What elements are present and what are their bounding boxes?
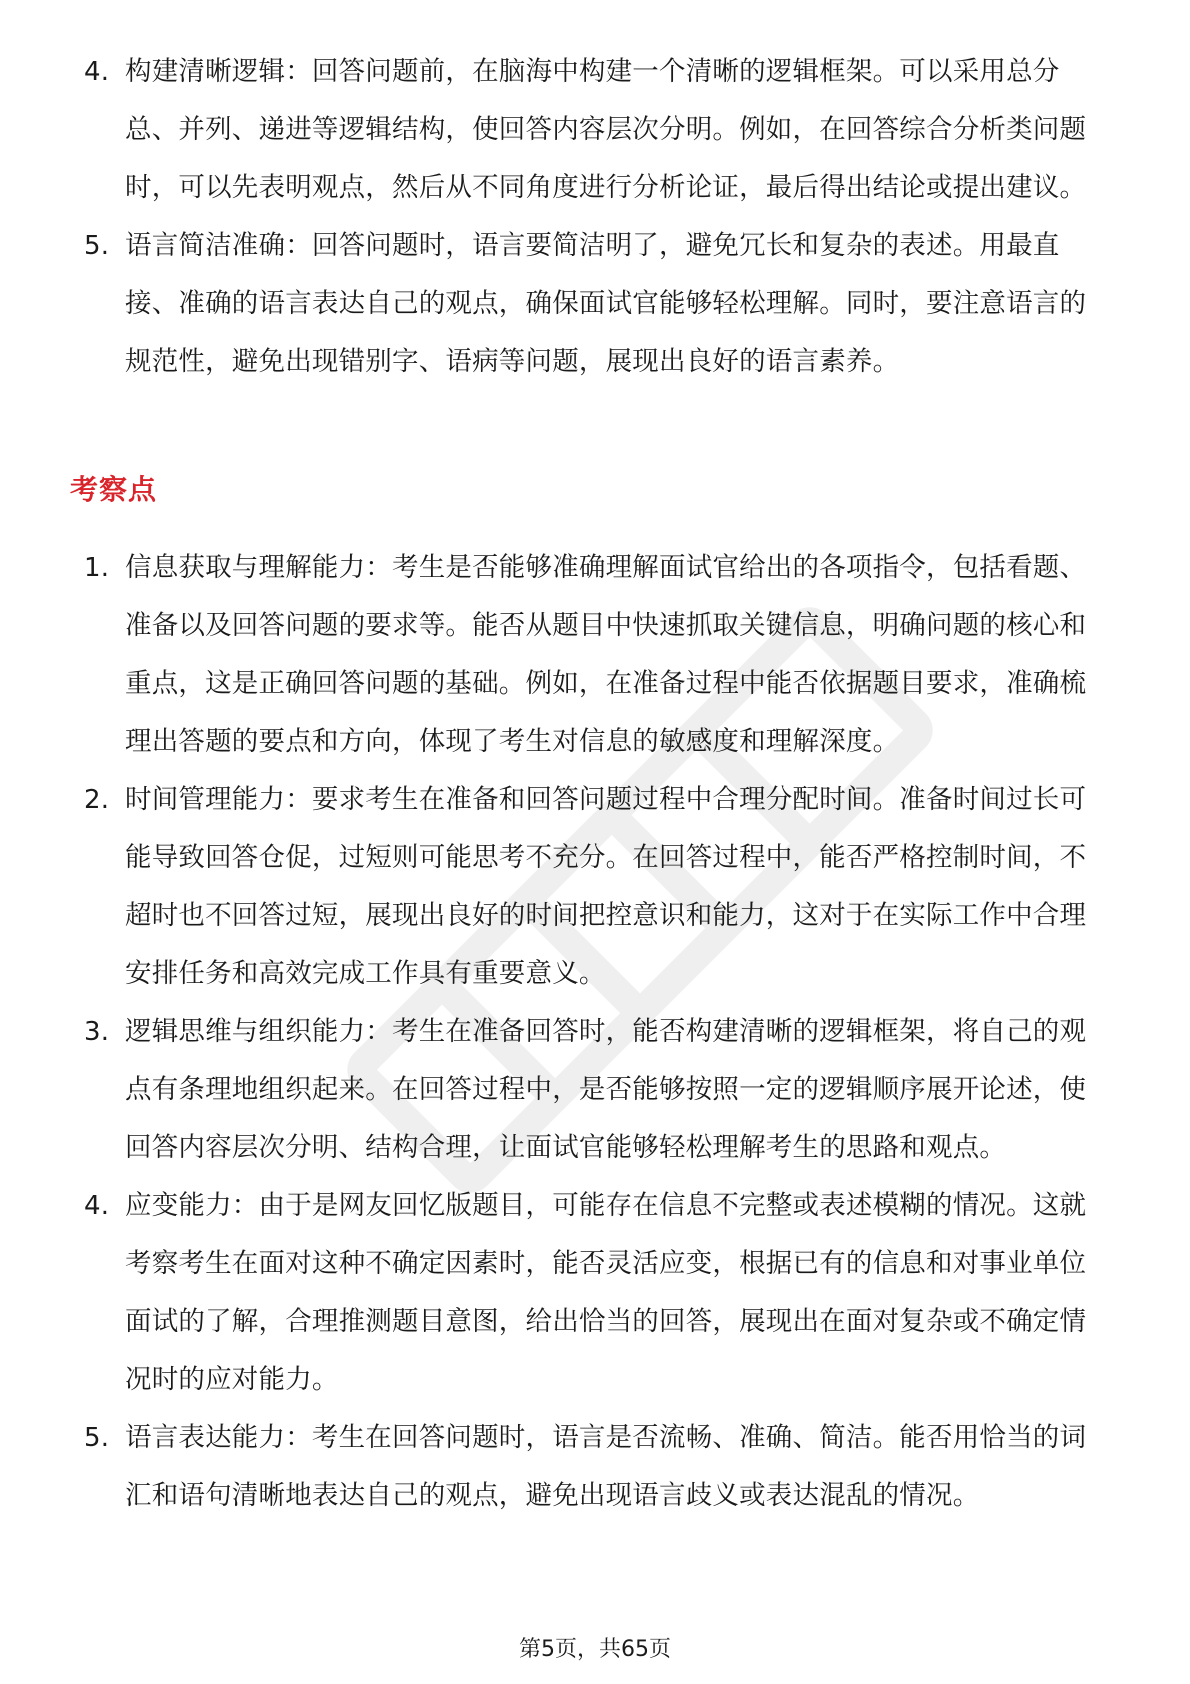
- list-item: [0, 217, 1190, 391]
- list-item-text: 应变能力：由于是网友回忆版题目，可能存在信息不完整或表述模糊的情况。这就考察考生在面对这种不确定因素时，能否灵活应变，根据已有的信息和对事业单位面试的了解，合理推测题目意图，给出恰当的回答，展现出在面对复杂或不确定情况时的应对能力。: [125, 1190, 1087, 1395]
- list-item: [0, 539, 1190, 771]
- list-item-number: 5.: [84, 231, 110, 261]
- list-item: [0, 1177, 1190, 1409]
- list-item-text: 逻辑思维与组织能力：考生在准备回答时，能否构建清晰的逻辑框架，将自己的观点有条理地组织起来。在回答过程中，是否能够按照一定的逻辑顺序展开论述，使回答内容层次分明、结构合理，让面试官能够轻松理解考生的思路和观点。: [125, 1016, 1087, 1163]
- page-number: 第5页，共65页: [519, 1637, 671, 1662]
- assessment-points-list: [0, 539, 1190, 1525]
- list-item-text: 构建清晰逻辑：回答问题前，在脑海中构建一个清晰的逻辑框架。可以采用总分总、并列、递进等逻辑结构，使回答内容层次分明。例如，在回答综合分析类问题时，可以先表明观点，然后从不同角度进行分析论证，最后得出结论或提出建议。: [125, 56, 1087, 203]
- section-heading: 考察点: [70, 473, 158, 506]
- list-item-number: 1.: [84, 553, 110, 583]
- list-item: [0, 771, 1190, 1003]
- list-item: [0, 1003, 1190, 1177]
- list-item-text: 信息获取与理解能力：考生是否能够准确理解面试官给出的各项指令，包括看题、准备以及回答问题的要求等。能否从题目中快速抓取关键信息，明确问题的核心和重点，这是正确回答问题的基础。例如，在准备过程中能否依据题目要求，准确梳理出答题的要点和方向，体现了考生对信息的敏感度和理解深度。: [125, 552, 1087, 757]
- continued-list: [0, 43, 1190, 391]
- list-item-text: 语言表达能力：考生在回答问题时，语言是否流畅、准确、简洁。能否用恰当的词汇和语句清晰地表达自己的观点，避免出现语言歧义或表达混乱的情况。: [125, 1422, 1087, 1511]
- list-item-text: 时间管理能力：要求考生在准备和回答问题过程中合理分配时间。准备时间过长可能导致回答仓促，过短则可能思考不充分。在回答过程中，能否严格控制时间，不超时也不回答过短，展现出良好的时间把控意识和能力，这对于在实际工作中合理安排任务和高效完成工作具有重要意义。: [125, 784, 1087, 989]
- list-item-number: 3.: [84, 1017, 110, 1047]
- list-item-number: 5.: [84, 1423, 110, 1453]
- list-item: [0, 43, 1190, 217]
- list-item: [0, 1409, 1190, 1525]
- list-item-text: 语言简洁准确：回答问题时，语言要简洁明了，避免冗长和复杂的表述。用最直接、准确的语言表达自己的观点，确保面试官能够轻松理解。同时，要注意语言的规范性，避免出现错别字、语病等问题，展现出良好的语言素养。: [125, 230, 1087, 377]
- list-item-number: 2.: [84, 785, 110, 815]
- list-item-number: 4.: [84, 57, 110, 87]
- list-item-number: 4.: [84, 1191, 110, 1221]
